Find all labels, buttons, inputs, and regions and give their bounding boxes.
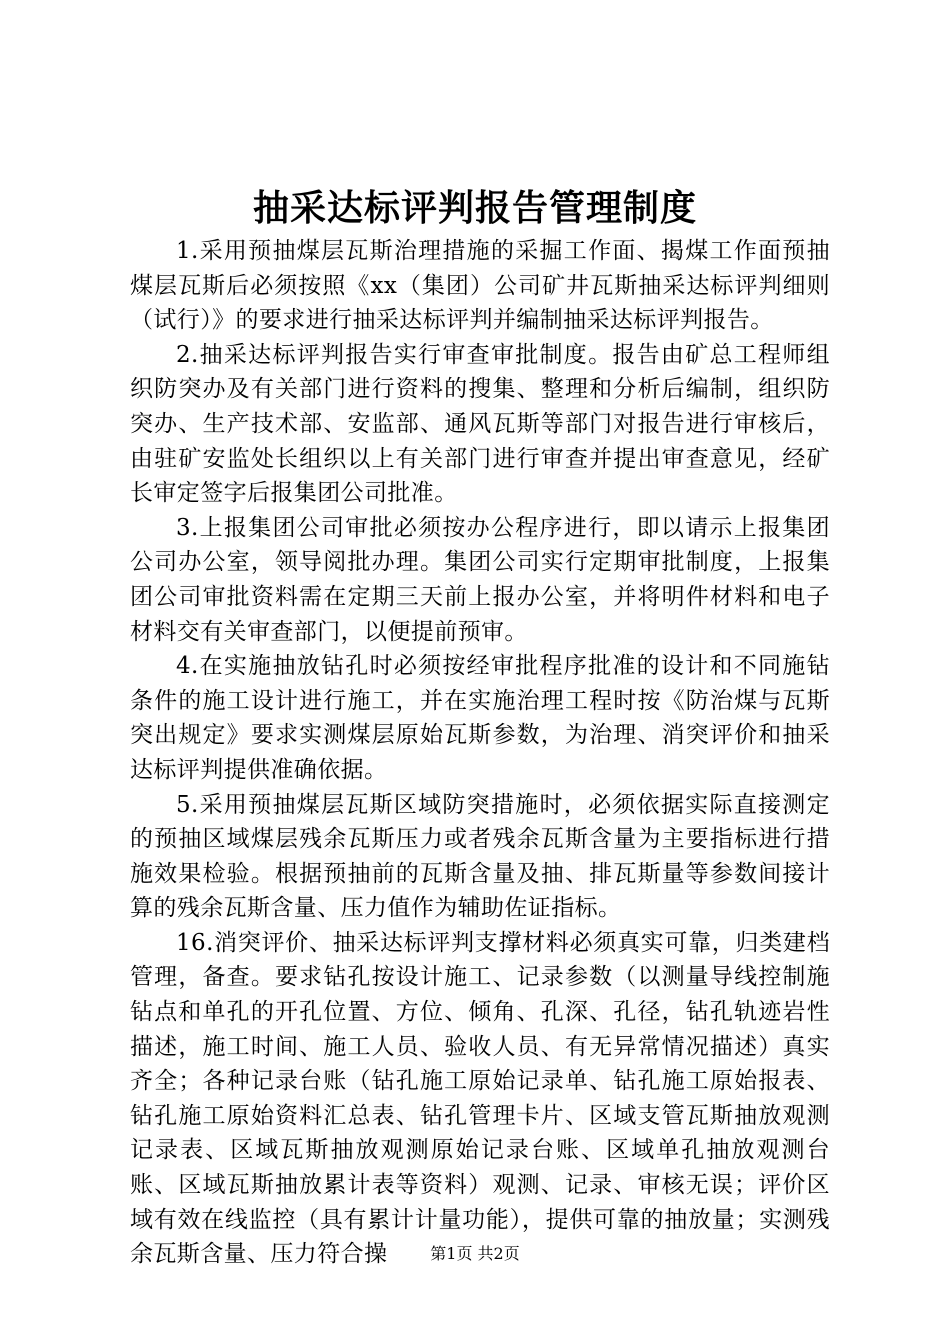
page-number-footer: 第1页 共2页 <box>430 1244 520 1263</box>
paragraph-3: 3.上报集团公司审批必须按办公程序进行，即以请示上报集团公司办公室，领导阅批办理。集团公司实行定期审批制度，上报集团公司审批资料需在定期三天前上报办公室，并将明件材料和电子材料交有关审查部门，以便提前预审。 <box>130 514 830 645</box>
paragraph-4: 4.在实施抽放钻孔时必须按经审批程序批准的设计和不同施钻条件的施工设计进行施工，并在实施治理工程时按《防治煤与瓦斯突出规定》要求实测煤层原始瓦斯参数，为治理、消突评价和抽采达标评判提供准确依据。 <box>130 653 830 783</box>
paragraph-16: 16.消突评价、抽采达标评判支撑材料必须真实可靠，归类建档管理，备查。要求钻孔按设计施工、记录参数（以测量导线控制施钻点和单孔的开孔位置、方位、倾角、孔深、孔径，钻孔轨迹岩性描述，施工时间、施工人员、验收人员、有无异常情况描述）真实齐全；各种记录台账（钻孔施工原始记录单、钻孔施工原始报表、钻孔施工原始资料汇总表、钻孔管理卡片、区域支管瓦斯抽放观测记录表、区域瓦斯抽放观测原始记录台账、区域单孔抽放观测台账、区域瓦斯抽放累计表等资料）观测、记录、审核无误；评价区域有效在线监控（具有累计计量功能），提供可靠的抽放量；实测残余瓦斯含量、压力符合操 <box>130 929 830 1268</box>
document-body <box>130 234 830 1272</box>
paragraph-2: 2.抽采达标评判报告实行审查审批制度。报告由矿总工程师组织防突办及有关部门进行资料的搜集、整理和分析后编制，组织防突办、生产技术部、安监部、通风瓦斯等部门对报告进行审核后，由驻矿安监处长组织以上有关部门进行审查并提出审查意见，经矿长审定签字后报集团公司批准。 <box>130 341 830 507</box>
paragraph-1: 1.采用预抽煤层瓦斯治理措施的采掘工作面、揭煤工作面预抽煤层瓦斯后必须按照《xx（集团）公司矿井瓦斯抽采达标评判细则（试行）》的要求进行抽采达标评判并编制抽采达标评判报告。 <box>130 238 830 334</box>
page-title: 抽采达标评判报告管理制度 <box>252 187 697 229</box>
paragraph-5: 5.采用预抽煤层瓦斯区域防突措施时，必须依据实际直接测定的预抽区域煤层残余瓦斯压力或者残余瓦斯含量为主要指标进行措施效果检验。根据预抽前的瓦斯含量及抽、排瓦斯量等参数间接计算的残余瓦斯含量、压力值作为辅助佐证指标。 <box>130 791 830 922</box>
